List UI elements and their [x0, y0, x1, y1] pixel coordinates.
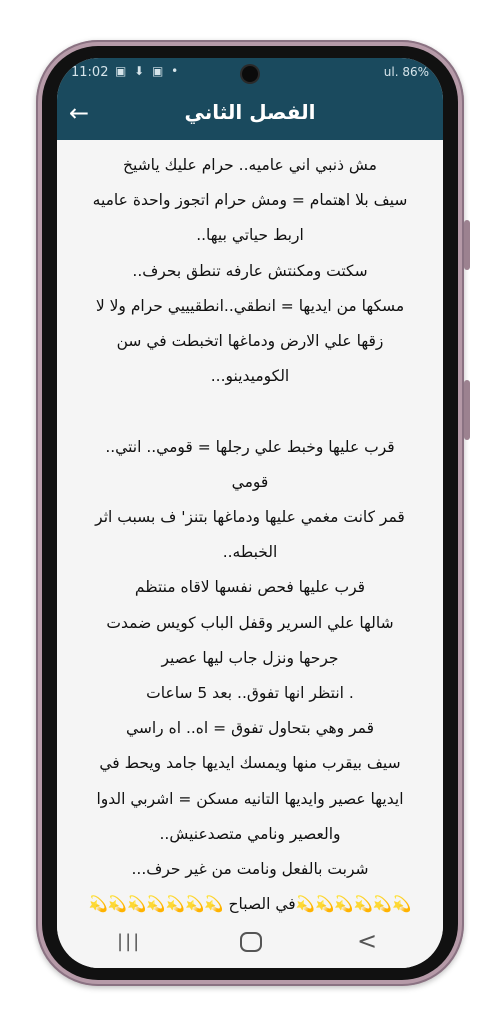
recents-icon[interactable]: |||: [117, 931, 142, 952]
screen: [57, 58, 443, 968]
chapter-line: قمر كانت مغمي عليها ودماغها بتنز' ف بسبب اثر: [95, 508, 405, 527]
chapter-line: شالها علي السرير وقفل الباب كويس ضمدت: [106, 613, 394, 632]
chapter-line: شربت بالفعل ونامت من غير حرف...: [131, 860, 369, 879]
chapter-line: زقها علي الارض ودماغها اتخبطت في سن: [116, 332, 384, 351]
chapter-line: سيف بلا اهتمام = ومش حرام اتجوز واحدة عاميه: [92, 191, 408, 210]
chapter-line: قرب عليها وخبط علي رجلها = قومي.. انتي..: [105, 437, 395, 456]
chapter-line: الكوميدينو...: [210, 367, 290, 386]
chapter-line: . انتظر انها تفوق.. بعد 5 ساعات: [146, 684, 354, 703]
chapter-line: اربط حياتي بيها..: [196, 226, 304, 245]
chapter-line: سيف بيقرب منها ويمسك ايديها جامد ويحط في: [99, 754, 401, 773]
chapter-text: [65, 148, 435, 914]
status-bar: [57, 58, 443, 88]
chapter-line: 💫💫💫💫💫💫في الصباح 💫💫💫💫💫💫💫: [88, 895, 412, 914]
chapter-line: مسكها من ايديها = انطقي..انطقيييي حرام ولا لا: [95, 296, 405, 315]
app-bar: [57, 88, 443, 140]
notification-icons: ▣ ⬇ ▣ •: [115, 64, 181, 78]
chapter-line: الخبطه..: [222, 543, 278, 562]
chapter-line: سكتت ومكنتش عارفه تنطق بحرف..: [132, 261, 368, 280]
chapter-line: والعصير ونامي متصدعنيش..: [159, 824, 341, 843]
power-button: [464, 380, 470, 440]
system-nav-bar: [57, 916, 443, 968]
chapter-line: [65, 394, 435, 429]
chapter-line: قومي: [231, 472, 269, 491]
status-time: 11:02: [71, 65, 109, 80]
chapter-line: قمر وهي بتحاول تفوق = اه.. اه راسي: [125, 719, 375, 738]
chapter-line: قرب عليها فحص نفسها لاقاه منتظم: [134, 578, 366, 597]
back-chevron-icon[interactable]: <: [357, 927, 378, 955]
chapter-line: ايديها عصير وايديها التانيه مسكن = اشربي الدوا: [96, 789, 404, 808]
arrow-left-icon[interactable]: ←: [69, 99, 90, 127]
chapter-line: مش ذنبي اني عاميه.. حرام عليك ياشيخ: [123, 156, 377, 174]
chapter-line: جرحها ونزل جاب ليها عصير: [161, 648, 339, 667]
front-camera: [242, 66, 258, 82]
volume-button: [464, 220, 470, 270]
battery-signal-status: ul. 86%: [383, 65, 429, 79]
home-icon[interactable]: [240, 932, 262, 952]
page-title: الفصل الثاني: [184, 100, 316, 124]
